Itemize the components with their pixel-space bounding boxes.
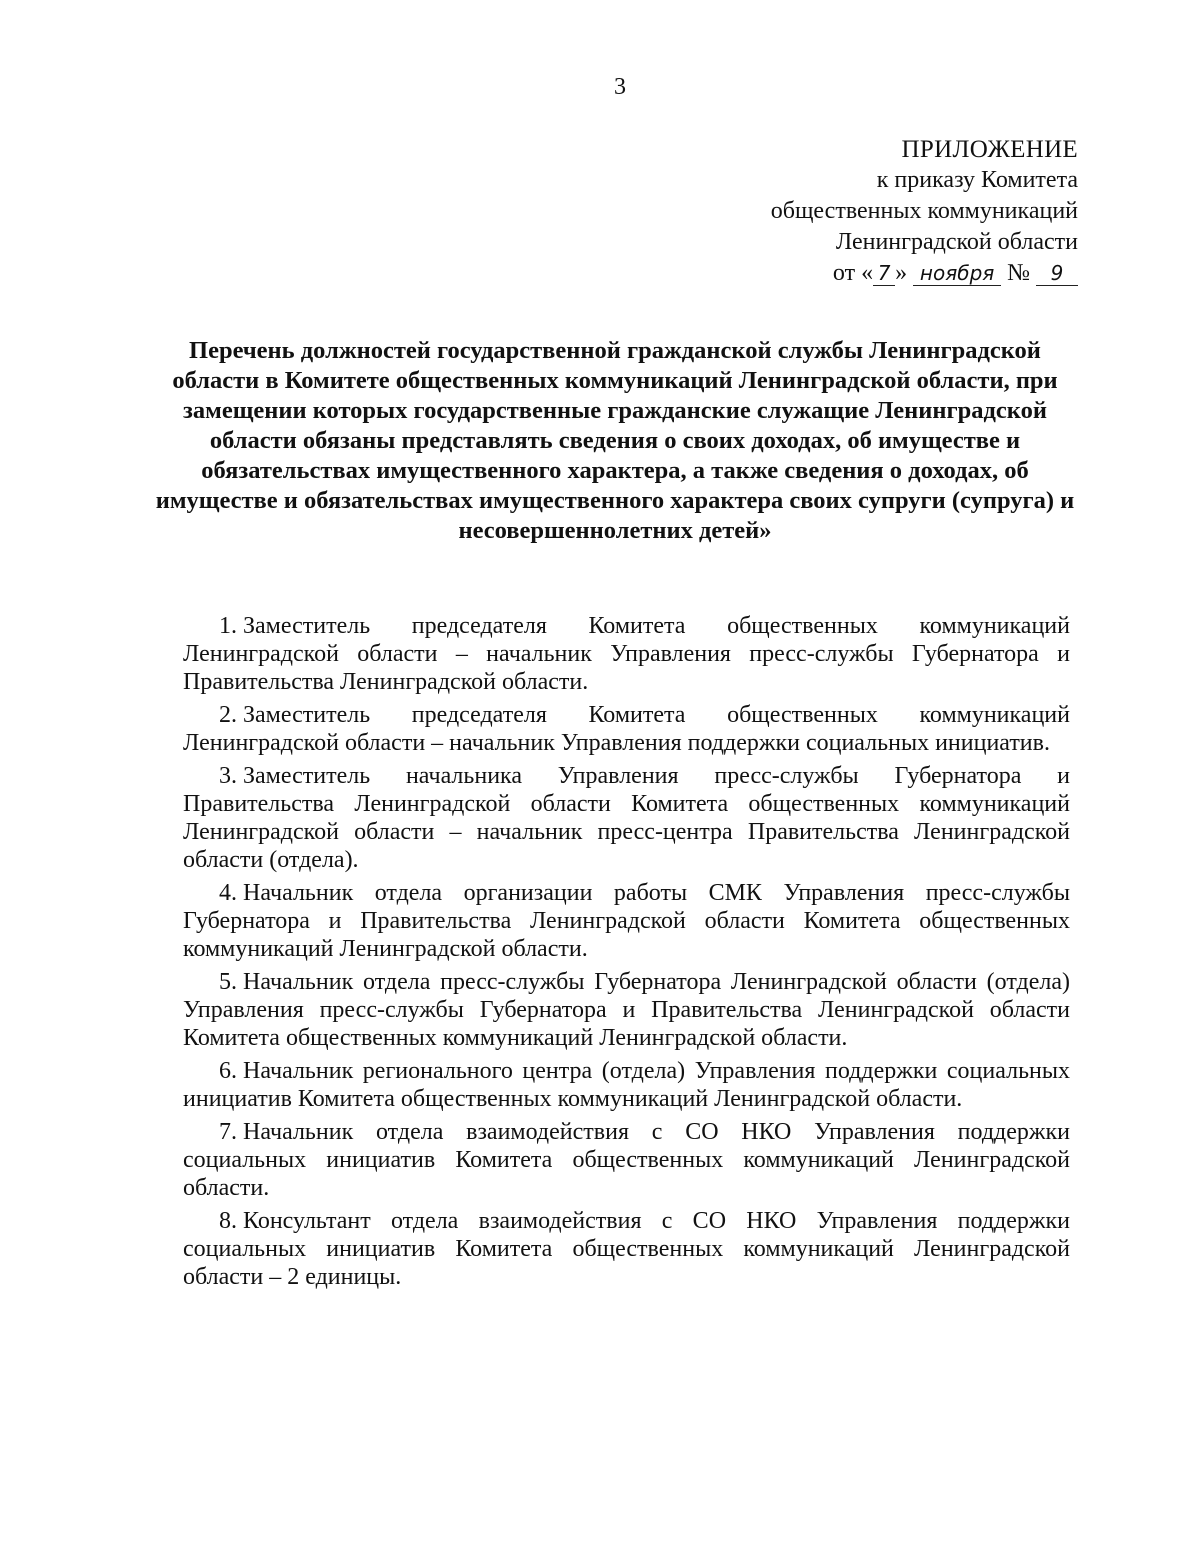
item-number: 2. xyxy=(219,702,237,728)
item-text: Консультант отдела взаимодействия с СО НКО Управления поддержки социальных инициатив Комитета общественных коммуникаций Ленинградской области – 2 единицы. xyxy=(183,1208,1070,1290)
appendix-title: ПРИЛОЖЕНИЕ xyxy=(901,136,1078,163)
appendix-line-3: Ленинградской области xyxy=(835,229,1078,255)
item-number: 7. xyxy=(219,1119,237,1145)
date-day-handwritten: 7 xyxy=(873,261,895,286)
item-number: 4. xyxy=(219,880,237,906)
item-number: 1. xyxy=(219,613,237,639)
date-prefix: от « xyxy=(832,260,874,286)
list-item xyxy=(183,612,1070,696)
item-text: Заместитель председателя Комитета общественных коммуникаций Ленинградской области – начальник Управления пресс-службы Губернатора и Правительства Ленинградской области. xyxy=(183,613,1070,695)
appendix-date-line xyxy=(771,258,1078,289)
document-heading: Перечень должностей государственной гражданской службы Ленинградской области в Комитете общественных коммуникаций Ленинградской области, при замещении которых государственные гражданские служащие Ленинградской области обязаны представлять сведения о своих доходах, об имуществе и обязательствах имущественного характера, а также сведения о доходах, об имуществе и обязательствах имущественного характера своих супруги (супруга) и несовершеннолетних детей» xyxy=(155,337,1075,544)
item-number: 5. xyxy=(219,969,237,995)
list-item xyxy=(183,1118,1070,1202)
list-item xyxy=(183,879,1070,963)
list-item xyxy=(183,1057,1070,1113)
item-text: Заместитель начальника Управления пресс-службы Губернатора и Правительства Ленинградской области Комитета общественных коммуникаций Ленинградской области – начальник пресс-центра Правительства Ленинградской области (отдела). xyxy=(183,763,1070,873)
item-text: Начальник отдела организации работы СМК Управления пресс-службы Губернатора и Правительства Ленинградской области Комитета общественных коммуникаций Ленинградской области. xyxy=(183,880,1070,962)
number-value-handwritten: 9 xyxy=(1036,261,1078,286)
item-number: 6. xyxy=(219,1058,237,1084)
number-label: № xyxy=(1007,260,1030,286)
date-suffix: » xyxy=(895,260,908,286)
list-item xyxy=(183,701,1070,757)
list-item xyxy=(183,1207,1070,1291)
item-text: Заместитель председателя Комитета общественных коммуникаций Ленинградской области – начальник Управления поддержки социальных инициатив. xyxy=(183,702,1070,756)
item-number: 3. xyxy=(219,763,237,789)
item-text: Начальник отдела пресс-службы Губернатора Ленинградской области (отдела) Управления пресс-службы Губернатора и Правительства Ленинградской области Комитета общественных коммуникаций Ленинградской области. xyxy=(183,969,1070,1051)
item-number: 8. xyxy=(219,1208,237,1234)
list-item xyxy=(183,968,1070,1052)
list-item xyxy=(183,762,1070,874)
appendix-line-1: к приказу Комитета xyxy=(876,167,1078,193)
appendix-line-2: общественных коммуникаций xyxy=(770,198,1078,224)
item-text: Начальник регионального центра (отдела) Управления поддержки социальных инициатив Комитета общественных коммуникаций Ленинградской области. xyxy=(183,1058,1070,1112)
date-month-handwritten: ноября xyxy=(913,261,1001,286)
appendix-block xyxy=(771,134,1078,289)
positions-list xyxy=(183,612,1070,1296)
item-text: Начальник отдела взаимодействия с СО НКО Управления поддержки социальных инициатив Комитета общественных коммуникаций Ленинградской области. xyxy=(183,1119,1070,1201)
page-number: 3 xyxy=(614,74,626,100)
